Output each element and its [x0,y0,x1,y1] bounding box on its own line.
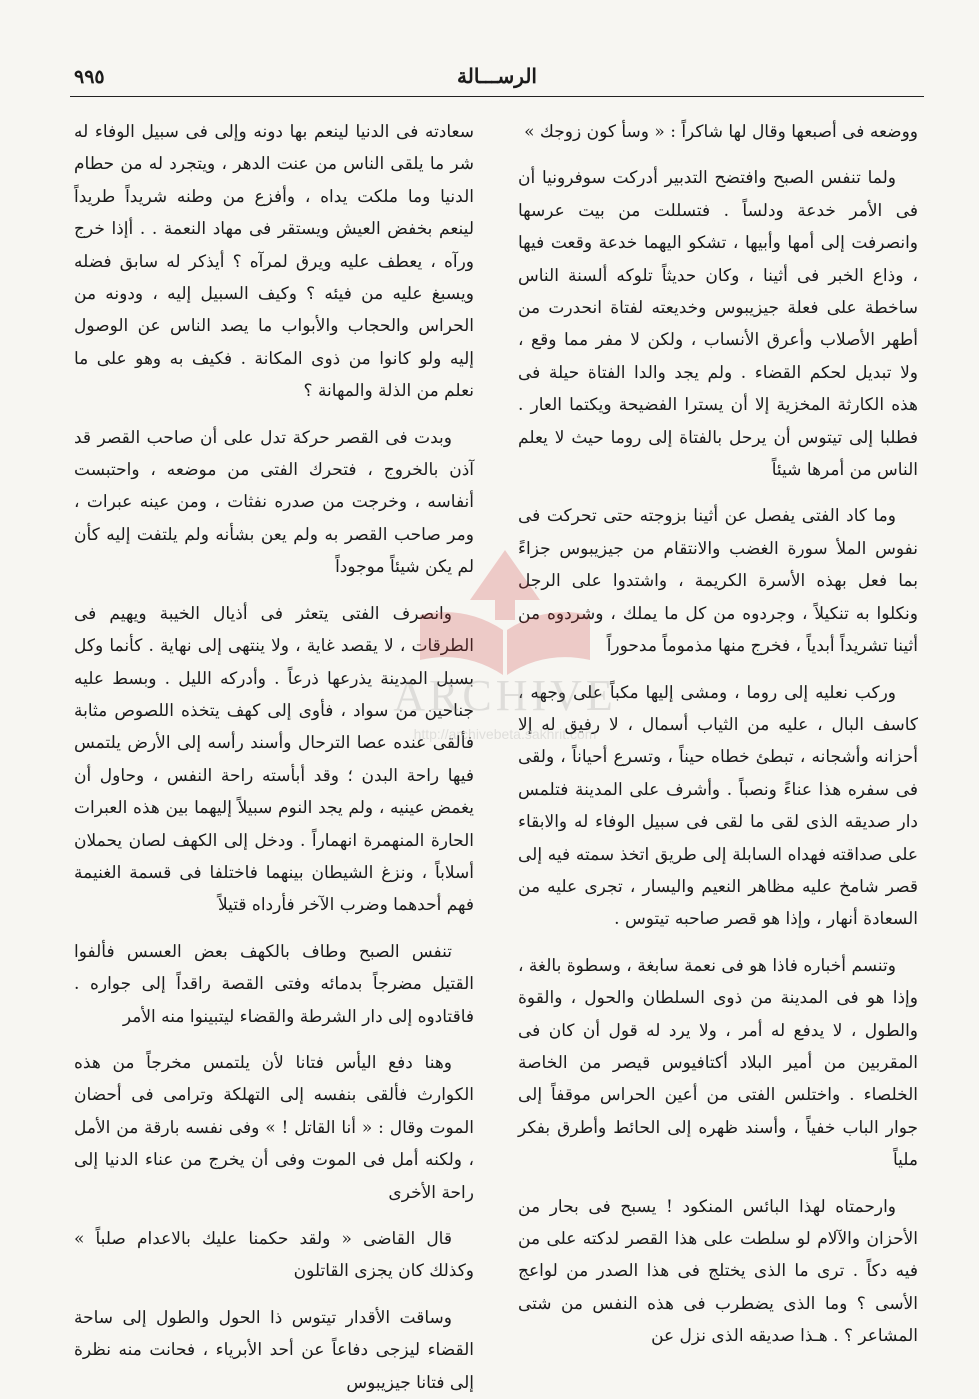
paragraph: وما كاد الفتى يفصل عن أثينا بزوجته حتى تحركت فى نفوس الملأ سورة الغضب والانتقام من جيزيبوس جزاءً بما فعل بهذه الأسرة الكريمة ، واشتدوا على الرجل ونكلوا به تنكيلاً ، وجردوه من كل ما يملك ، وشردوه من أثينا تشريداً أبدياً ، فخرج منها مذموماً مدحوراً [518,506,918,657]
paragraph: ووضعه فى أصبعها وقال لها شاكراً : « وسأ كون زوجك » [524,122,918,142]
paragraph: قال القاضى « ولقد حكمنا عليك بالاعدام صلباً » وكذلك كان يجزى القاتلون [74,1229,474,1282]
right-column [518,116,918,1347]
paragraph: تنفس الصبح وطاف بالكهف بعض العسس فألفوا القتيل مضرجاً بدمائه وفتى القصة راقداً إلى جواره . فاقتادوه إلى دار الشرطة والقضاء ليتبينوا منه الأمر [74,941,474,1027]
paragraph: ولما تنفس الصبح وافتضح التدبير أدركت سوفرونيا أن فى الأمر خدعة ودلساً . فتسللت من بيت عرسها وانصرفت إلى أمها وأبيها ، تشكو اليهما خدعة وقعت فيها ، وذاع الخبر فى أثينا ، وكان حديثاً تلوكه ألسنة الناس ساخطة على فعلة جيزيبوس وخديعته لفتاة انحدرت من أطهر الأصلاب وأعرق الأنساب ، ولكن لا مفر مما وقع ، ولا تبديل لحكم القضاء . ولم يجد والدا الفتاة حيلة فى هذه الكارثة المخزية إلا أن يسترا الفضيحة ويكتما العار . فطلبا إلى تيتوس أن يرحل بالفتاة إلى روما حيث لا يعلم الناس من أمرها شيئاً [518,168,918,481]
paragraph: وبدت فى القصر حركة تدل على أن صاحب القصر قد آذن بالخروج ، فتحرك الفتى من موضعه ، واحتبست أنفاسه ، وخرجت من صدره نفثات ، ومن عينه عبرات ، ومر صاحب القصر به ولم يعن بشأنه ولم يلتفت إليه كأن لم يكن شيئاً موجوداً [74,427,474,578]
paragraph: وساقت الأقدار تيتوس ذا الحول والطول إلى ساحة القضاء ليزجى دفاعاً عن أحد الأبرياء ، فحانت منه نظرة إلى فتانا جيزيبوس [74,1307,474,1393]
paragraph: وارحمتاه لهذا البائس المنكود ! يسبح فى بحار من الأحزان والآلام لو سلطت على هذا القصر لدكته على من فيه دكاً . ترى ما الذى يختلج فى هذا الصدر من لواعج الأسى ؟ وما الذى يضطرب فى هذه النفس من شتى المشاعر ؟ . هـذا صديقه الذى نزل عن [518,1196,918,1347]
watermark-url: http://archivebeta.sakhrit.com [413,726,597,742]
paragraph: وهنا دفع اليأس فتانا لأن يلتمس مخرجاً من هذه الكوارث فألقى بنفسه إلى التهلكة وترامى فى أحضان الموت وقال : « أنا القاتل ! » وفى نفسه بارقة من الأمل ، ولكنه أمل فى الموت وفى أن يخرج من عناء الدنيا إلى راحة الأخرى [74,1052,474,1203]
paragraph: وانصرف الفتى يتعثر فى أذيال الخيبة ويهيم فى الطرقات ، لا يقصد غاية ، ولا ينتهى إلى نهاية . كأنما وكل بسبل المدينة يذرعها ذرعاً . وأدركه الليل . وبسط عليه جناحين من سواد ، فأوى إلى كهف يتخذه اللصوص مثابة فألقى عنده عصا الترحال وأسند رأسه إلى الأرض يلتمس فيها راحة البدن ؛ وقد أبأسته راحة النفس ، وحاول أن يغمض عينيه ، ولم يجد النوم سبيلاً إليهما بين هذه العبرات الحارة المنهمرة انهماراً . ودخل إلى الكهف لصان يحملان أسلاباً ، ونزغ الشيطان بينهما فاختلفا فى قسمة الغنيمة فهم أحدهما وضرب الآخر فأرداه قتيلاً [74,603,474,916]
paragraph: سعادته فى الدنيا لينعم بها دونه وإلى فى سبيل الوفاء له شر ما يلقى الناس من عنت الدهر ، ويتجرد له من حطام الدنيا وما ملكت يداه ، وأفزع من وطنه شريداً طريداً لينعم بخفض العيش ويستقر فى مهاد النعمة . . أإذا خرج ورآه ، يعطف عليه ويرق لمرآه ؟ أيذكر له سابق فضله ويسبغ عليه من فيئه ؟ وكيف السبيل إليه ، ودونه من الحراس والحجاب والأبواب ما يصد الناس عن الوصول إليه ولو كانوا من ذوى المكانة . فكيف به وهو على ما نعلم من الذلة والمهانة ؟ [74,122,474,402]
running-title: الرســـالة [457,64,537,88]
paragraph: وتنسم أخباره فاذا هو فى نعمة سابغة ، وسطوة بالغة ، وإذا هو فى المدينة من ذوى السلطان والحول ، والقوة والطول ، لا يدفع له أمر ، ولا يرد له قول أن كان فى المقربين من أمير البلاد أكتافيوس قيصر من الخاصة الخلصاء . واختلس الفتى من أعين الحراس موقفاً إلى جوار الباب خفياً ، وأسند ظهره إلى الحائط وأطرق بفكر ملياً [518,955,918,1171]
watermark-title: ARCHIVE [393,671,617,720]
left-column [74,116,474,1393]
page-number: ٩٩٥ [74,66,105,88]
paragraph: وركب نعليه إلى روما ، ومشى إليها مكباً على وجهه ، كاسف البال ، عليه من الثياب أسمال ، لا رفيق له إلا أحزانه وأشجانه ، تبطئ خطاه حيناً ، وتسرع أحياناً ، ولقى فى سفره هذا عناءً ونصباً . وأشرف على المدينة فتلمس دار صديقه الذى لقى ما لقى فى سبيل الوفاء له والابقاء على صداقته فهداه السابلة إلى طريق اتخذ سمته فيه إلى قصر شامخ عليه مظاهر النعيم واليسار ، تجرى عليه من السعادة أنهار ، وإذا هو قصر صاحبه تيتوس . [518,682,918,930]
header-rule [70,96,924,97]
page-header [70,62,924,98]
